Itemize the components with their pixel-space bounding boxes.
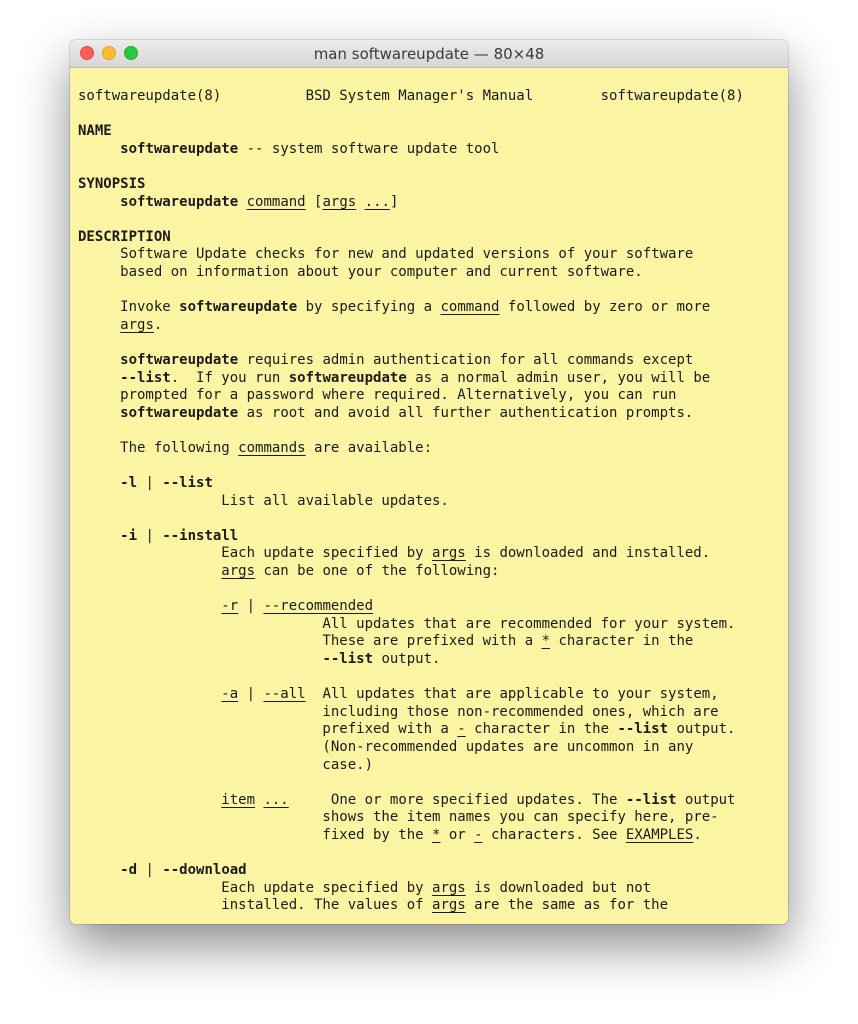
- terminal-line: [78, 897, 780, 915]
- line-text: is downloaded and installed.: [465, 545, 711, 562]
- line-text: One or more specified updates. The: [288, 791, 626, 808]
- underlined-text: ...: [263, 791, 289, 808]
- terminal-line: [78, 528, 780, 546]
- terminal-line: [78, 211, 780, 229]
- line-text: [78, 686, 221, 702]
- terminal-line: [78, 581, 780, 599]
- underlined-text: args: [432, 879, 466, 896]
- line-text: |: [137, 475, 163, 492]
- line-text: |: [137, 527, 163, 544]
- line-text: followed by zero or more: [499, 299, 711, 316]
- terminal-line: [78, 493, 780, 511]
- line-text: |: [238, 686, 264, 703]
- line-text: Each update specified by: [78, 879, 433, 896]
- line-text: softwareupdate(8) BSD System Manager's Manual softwareupdate(8): [78, 88, 744, 104]
- terminal-line: [78, 809, 780, 827]
- line-text: [78, 317, 120, 333]
- line-text: .: [693, 826, 702, 843]
- underlined-text: command: [440, 299, 500, 316]
- underlined-text: *: [541, 633, 551, 650]
- line-text: ]: [389, 193, 399, 210]
- line-text: .: [153, 316, 163, 333]
- bold-text: softwareupdate: [288, 369, 407, 386]
- line-text: [78, 651, 322, 667]
- line-text: All updates that are recommended for your system.: [78, 615, 736, 632]
- line-text: [238, 194, 246, 210]
- line-text: Software Update checks for new and updated versions of your software: [78, 246, 694, 263]
- line-text: characters. See: [482, 826, 626, 843]
- line-text: . If you run: [170, 369, 289, 386]
- terminal-line: [78, 282, 780, 300]
- underlined-text: -: [457, 721, 466, 738]
- line-text: Each update specified by: [78, 545, 433, 562]
- underlined-text: EXAMPLES: [625, 826, 694, 843]
- underlined-text: -a: [221, 686, 239, 703]
- line-text: Invoke: [78, 299, 180, 316]
- bold-text: softwareupdate: [179, 299, 298, 316]
- bold-text: --download: [162, 862, 247, 879]
- bold-text: --list: [120, 369, 171, 386]
- line-text: prefixed with a: [78, 721, 458, 738]
- line-text: fixed by the: [78, 826, 433, 843]
- terminal-line: [78, 563, 780, 581]
- underlined-text: args: [322, 193, 357, 210]
- terminal-line: [78, 176, 780, 194]
- line-text: as root and avoid all further authentication prompts.: [238, 404, 694, 421]
- terminal-line: [78, 246, 780, 264]
- line-text: The following: [78, 439, 239, 456]
- bold-text: --list: [625, 791, 677, 808]
- bold-text: -l: [120, 475, 138, 492]
- bold-text: softwareupdate: [120, 404, 239, 421]
- terminal-line: [78, 827, 780, 845]
- bold-text: DESCRIPTION: [78, 228, 171, 245]
- terminal-line: [78, 757, 780, 775]
- underlined-text: args: [432, 897, 466, 914]
- underlined-text: --all: [263, 686, 306, 703]
- underlined-text: args: [120, 316, 154, 333]
- line-text: [78, 598, 221, 614]
- line-text: requires admin authentication for all commands except: [238, 351, 694, 368]
- terminal-line: [78, 669, 780, 687]
- underlined-text: --recommended: [263, 598, 374, 615]
- line-text: [78, 475, 120, 491]
- terminal-line: [78, 457, 780, 475]
- terminal-line: [78, 686, 780, 704]
- terminal-line: [78, 440, 780, 458]
- line-text: [: [305, 193, 323, 210]
- line-text: [356, 194, 364, 210]
- line-text: are the same as for the: [465, 897, 669, 914]
- underlined-text: commands: [238, 439, 306, 456]
- bold-text: SYNOPSIS: [78, 175, 146, 192]
- line-text: [78, 405, 120, 421]
- bold-text: --list: [322, 651, 374, 667]
- line-text: [78, 141, 120, 157]
- terminal-line: [78, 721, 780, 739]
- underlined-text: args: [432, 545, 466, 562]
- line-text: including those non-recommended ones, which are: [78, 703, 719, 720]
- line-text: [78, 563, 221, 579]
- terminal-line: [78, 317, 780, 335]
- bold-text: NAME: [78, 123, 112, 140]
- line-text: List all available updates.: [78, 492, 449, 509]
- underlined-text: command: [246, 193, 306, 210]
- terminal-line: [78, 845, 780, 863]
- underlined-text: -r: [221, 598, 239, 615]
- bold-text: -d: [120, 862, 138, 879]
- bold-text: -i: [120, 527, 138, 544]
- bold-text: softwareupdate: [120, 140, 239, 157]
- terminal-content[interactable]: [78, 88, 780, 915]
- line-text: |: [238, 598, 264, 615]
- terminal-line: [78, 387, 780, 405]
- underlined-text: args: [221, 563, 256, 580]
- terminal-line: [78, 704, 780, 722]
- terminal-line: [78, 141, 780, 159]
- line-text: output: [676, 791, 736, 808]
- line-text: [78, 370, 120, 386]
- line-text: is downloaded but not: [465, 879, 652, 896]
- terminal-line: [78, 106, 780, 124]
- line-text: [78, 194, 120, 210]
- title-bar[interactable]: [70, 40, 788, 68]
- terminal-line: [78, 739, 780, 757]
- window-title: man softwareupdate — 80×48: [313, 45, 545, 63]
- bold-text: softwareupdate: [120, 193, 239, 210]
- terminal-line: [78, 299, 780, 317]
- line-text: as a normal admin user, you will be: [406, 369, 711, 386]
- line-text: These are prefixed with a: [78, 633, 542, 650]
- terminal-line: [78, 370, 780, 388]
- line-text: character in the: [465, 721, 618, 738]
- line-text: based on information about your computer and current software.: [78, 263, 643, 280]
- terminal-line: [78, 651, 780, 669]
- underlined-text: ...: [364, 193, 390, 210]
- line-text: output.: [668, 721, 736, 738]
- bold-text: softwareupdate: [120, 351, 239, 368]
- terminal-line: [78, 422, 780, 440]
- terminal-line: [78, 633, 780, 651]
- terminal-window: [70, 40, 788, 924]
- line-text: All updates that are applicable to your system,: [305, 686, 719, 703]
- terminal-line: [78, 774, 780, 792]
- terminal-line: [78, 264, 780, 282]
- terminal-line: [78, 616, 780, 634]
- terminal-line: [78, 880, 780, 898]
- line-text: character in the: [550, 633, 694, 650]
- bold-text: --list: [162, 475, 213, 492]
- terminal-line: [78, 88, 780, 106]
- line-text: [78, 792, 221, 808]
- line-text: |: [137, 862, 163, 879]
- terminal-line: [78, 405, 780, 423]
- terminal-line: [78, 194, 780, 212]
- terminal-line: [78, 229, 780, 247]
- terminal-line: [78, 158, 780, 176]
- terminal-line: [78, 352, 780, 370]
- terminal-line: [78, 792, 780, 810]
- line-text: -- system software update tool: [238, 140, 500, 157]
- line-text: shows the item names you can specify here, pre-: [78, 809, 719, 826]
- terminal-line: [78, 545, 780, 563]
- line-text: are available:: [305, 439, 433, 456]
- underlined-text: item: [221, 791, 256, 808]
- underlined-text: -: [474, 826, 483, 843]
- line-text: [78, 862, 120, 878]
- bold-text: --list: [617, 721, 669, 738]
- line-text: case.): [78, 756, 374, 773]
- terminal-line: [78, 598, 780, 616]
- terminal-line: [78, 862, 780, 880]
- underlined-text: *: [432, 826, 441, 843]
- line-text: or: [440, 826, 475, 843]
- terminal-line: [78, 475, 780, 493]
- line-text: by specifying a: [297, 299, 441, 316]
- line-text: [78, 528, 120, 544]
- line-text: can be one of the following:: [255, 563, 500, 580]
- line-text: prompted for a password where required. Alternatively, you can run: [78, 387, 677, 404]
- line-text: (Non-recommended updates are uncommon in any: [78, 738, 694, 755]
- terminal-line: [78, 123, 780, 141]
- line-text: installed. The values of: [78, 897, 433, 914]
- bold-text: --install: [162, 527, 239, 544]
- terminal-line: [78, 510, 780, 528]
- line-text: [78, 352, 120, 368]
- line-text: output.: [373, 651, 441, 667]
- terminal-line: [78, 334, 780, 352]
